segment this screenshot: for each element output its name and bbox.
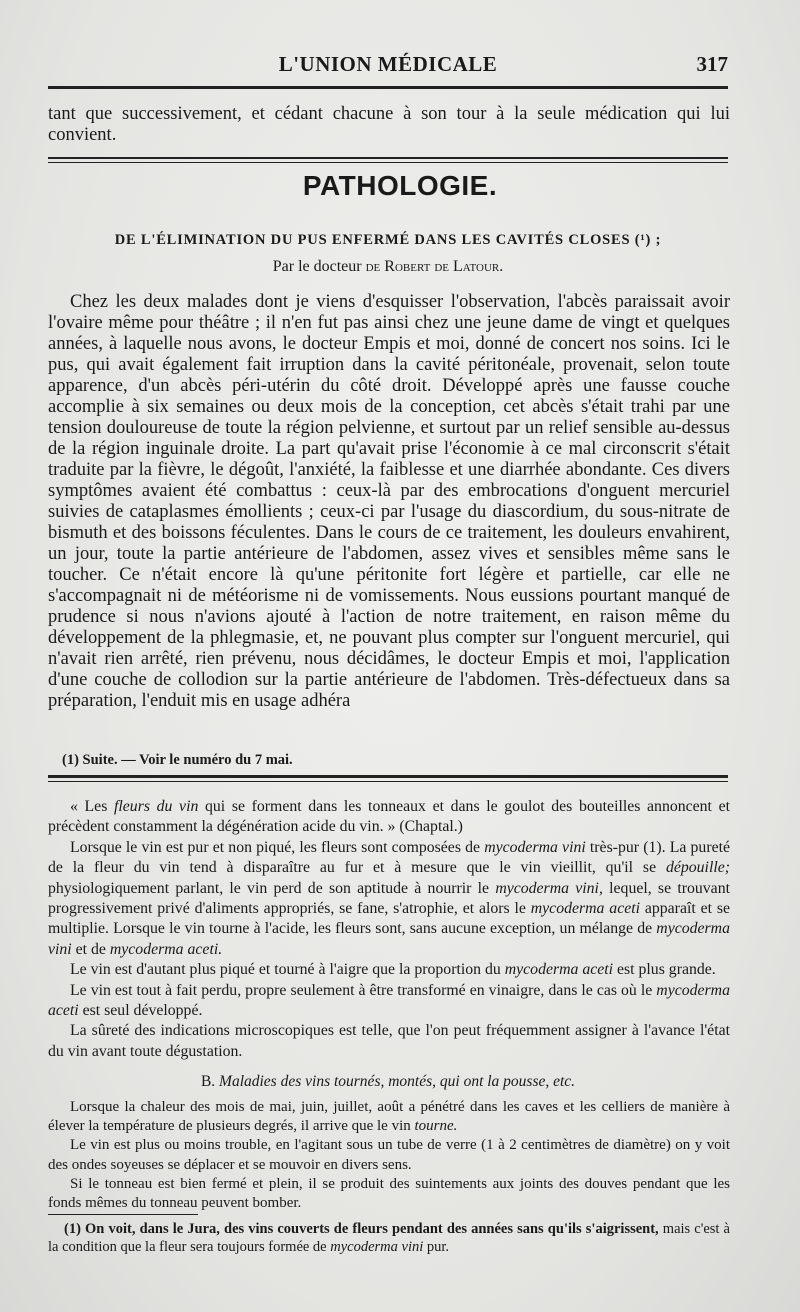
- italic-term: mycoderma aceti: [48, 981, 730, 1020]
- continuation-paragraph: tant que successivement, et cédant chacune à son tour à la seule médication qui lui convient.: [48, 104, 730, 145]
- header-rule: [48, 86, 728, 89]
- text-run: physiologiquement parlant, le vin perd de son aptitude à nourrir le: [48, 879, 496, 897]
- article-footnote: (1) Suite. — Voir le numéro du 7 mai.: [62, 752, 293, 768]
- italic-term: mycoderma aceti: [530, 900, 641, 918]
- continuation-text: [48, 104, 730, 146]
- text-run: est seul développé.: [78, 1002, 203, 1020]
- feuilleton-paragraph-8: Si le tonneau est bien fermé et plein, il se produit des suintements aux joints des douves pendant que les fonds mêmes du tonneau peuvent bomber.: [48, 1175, 730, 1212]
- subheading-letter: B.: [200, 1073, 216, 1090]
- article-author: [48, 258, 728, 276]
- text-run: Le vin est d'autant plus piqué et tourné à l'aigre que la proportion du: [70, 961, 505, 979]
- feuilleton-paragraph-4: [48, 981, 730, 1022]
- footnote-text: mais c'est à la condition que la fleur sera toujours formée de: [48, 1221, 730, 1255]
- feuilleton-body: [48, 797, 730, 1062]
- feuilleton-paragraph-6: [48, 1098, 730, 1136]
- section-rule-top: [48, 157, 728, 159]
- feuilleton-body-2: [48, 1098, 730, 1213]
- text-run: « Les: [70, 798, 114, 815]
- feuilleton-rule-top: [48, 775, 728, 778]
- feuilleton-subheading: [48, 1073, 728, 1091]
- subheading-text: Maladies des vins tournés, montés, qui ont la pousse, etc.: [215, 1073, 576, 1090]
- feuilleton-paragraph-7: Le vin est plus ou moins trouble, en l'agitant sous un tube de verre (1 à 2 centimètres de diamètre) on y voit des ondes soyeuses se déplacer et se mouvoir en divers sens.: [48, 1137, 730, 1173]
- italic-term: fleurs du vin: [114, 798, 199, 815]
- text-run: et de: [71, 940, 110, 958]
- section-title: PATHOLOGIE.: [302, 170, 498, 201]
- feuilleton-footnote: [48, 1220, 730, 1256]
- feuilleton-rule-bottom: [48, 781, 728, 782]
- italic-term: dépouille;: [665, 859, 730, 877]
- journal-title: L'UNION MÉDICALE: [278, 52, 498, 76]
- text-run: très-pur (1). La pureté de la fleur du vin tend à disparaître au fur et à mesure que le vin vieillit, qu'il se: [48, 838, 730, 877]
- feuilleton-paragraph-3: [48, 960, 730, 980]
- italic-term: mycoderma vini: [48, 920, 730, 958]
- footnote-text: (1) On voit, dans le Jura, des vins couverts de fleurs pendant des années sans qu'ils s'aigrissent,: [64, 1221, 659, 1237]
- text-run: apparaît et se multiplie. Lorsque le vin tourne à l'acide, les fleurs sont, sans aucune exception, un mélange de: [48, 900, 730, 938]
- footnote-rule: [48, 1214, 198, 1215]
- feuilleton-paragraph-1: [48, 797, 730, 838]
- text-run: est plus grande.: [613, 961, 716, 979]
- italic-term: mycoderma vini: [330, 1239, 424, 1255]
- article-title: DE L'ÉLIMINATION DU PUS ENFERMÉ DANS LES CAVITÉS CLOSES (¹) ;: [114, 232, 662, 248]
- text-run: Lorsque la chaleur des mois de mai, juin, juillet, août a pénétré dans les caves et les celliers de manière à élever la température de plusieurs degrés, il arrive que le vin: [48, 1099, 730, 1135]
- main-paragraph: Chez les deux malades dont je viens d'esquisser l'observation, l'abcès paraissait avoir l'ovaire même pour théâtre ; il n'en fut pas ainsi chez une jeune dame de vingt et quelques années, à laquelle nous avons, le docteur Empis et moi, donné de concert nos soins. Ici le pus, qui avait également fait irruption dans la cavité péritonéale, provenait, selon toute apparence, d'un abcès péri-utérin du côté droit. Développé après une fausse couche accomplie à six semaines ou deux mois de la conception, cet abcès s'était trahi par une tension douloureuse de toute la région pelvienne, et surtout par un relief sensible au-dessus de la région inguinale droite. La part qu'avait prise l'économie à ce mal circonscrit s'était traduite par la fièvre, le dégoût, l'anxiété, la faiblesse et une diarrhée abondante. Ces divers symptômes avaient été combattus : ceux-là par des embrocations d'onguent mercuriel suivies de cataplasmes émollients ; ceux-ci par l'usage du diascordium, du sous-nitrate de bismuth et des boissons féculentes. Dans le cours de ce traitement, les douleurs envahirent, un jour, toute la partie antérieure de l'abdomen, assez vives et sensibles même sans le toucher. Ce n'était encore là qu'une péritonite fort légère et partielle, car elle ne s'accompagnait ni de météorisme ni de vomissements. Nous eussions pourtant manqué de prudence si nous n'avions ajouté à l'action de notre traitement, en raison même du développement de la phlegmasie, et, ne pouvant plus compter sur l'onguent mercuriel, qui n'avait rien arrêté, rien prévenu, nous décidâmes, le docteur Empis et moi, l'application d'une couche de collodion sur la partie antérieure de l'abdomen. Très-défectueux dans sa préparation, l'enduit mis en usage adhéra: [48, 292, 730, 711]
- feuilleton-paragraph-2: [48, 838, 730, 960]
- text-run: Lorsque le vin est pur et non piqué, les fleurs sont composées de: [70, 838, 485, 856]
- main-article-body: [48, 292, 730, 712]
- italic-term: mycoderma vini: [484, 838, 586, 856]
- footnote-text: pur.: [423, 1239, 450, 1255]
- italic-term: tourne.: [414, 1118, 458, 1135]
- text-run: qui se forment dans les tonneaux et dans le goulot des bouteilles annoncent et précèdent constamment la dégénération acide du vin. » (Chaptal.): [48, 798, 730, 836]
- author-prefix: Par le docteur: [272, 258, 366, 275]
- author-name: de Robert de Latour.: [365, 258, 504, 275]
- page-number: 317: [696, 52, 728, 76]
- feuilleton-paragraph-5: La sûreté des indications microscopiques est telle, que l'on peut fréquemment assigner à l'avance l'état du vin avant toute dégustation.: [48, 1022, 730, 1060]
- italic-term: mycoderma aceti.: [109, 940, 223, 958]
- italic-term: mycoderma aceti: [504, 961, 614, 979]
- text-run: Le vin est tout à fait perdu, propre seulement à être transformé en vinaigre, dans le cas où le: [70, 981, 657, 999]
- text-run: lequel, se trouvant progressivement privé d'aliments appropriés, se fane, s'atrophie, et alors le: [48, 879, 730, 918]
- page-header: [48, 52, 728, 82]
- italic-term: mycoderma vini,: [495, 879, 603, 897]
- section-rule-bottom: [48, 162, 728, 163]
